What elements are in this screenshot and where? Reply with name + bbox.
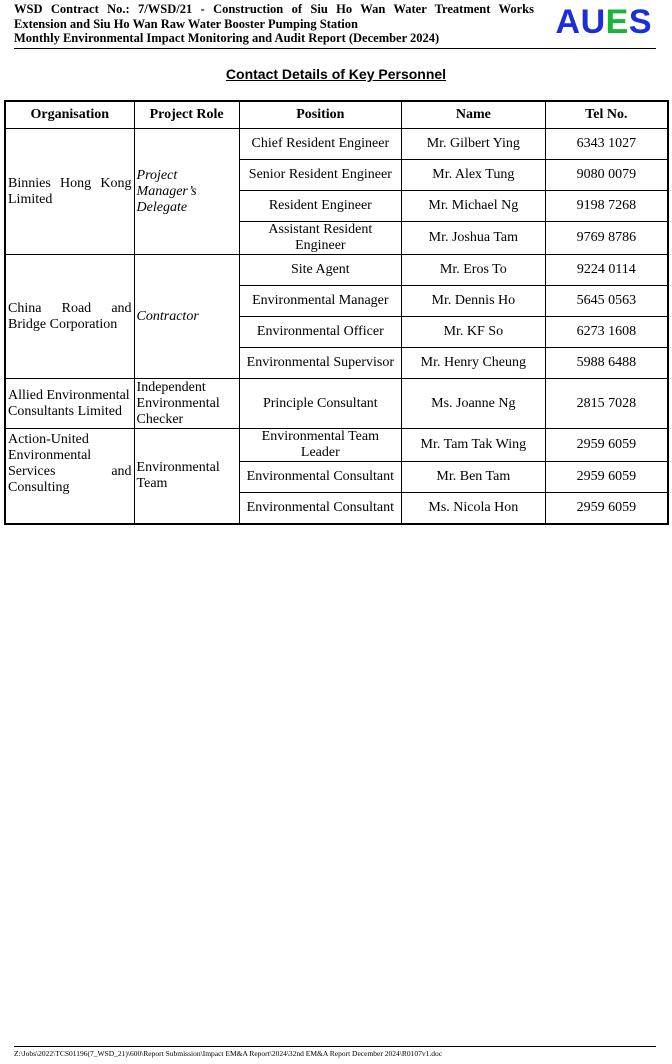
tel-cell: 6343 1027 bbox=[545, 129, 668, 160]
logo-letter-e: E bbox=[605, 3, 629, 41]
tel-cell: 9224 0114 bbox=[545, 255, 668, 286]
name-cell: Mr. Joshua Tam bbox=[402, 222, 546, 255]
name-cell: Mr. Ben Tam bbox=[402, 462, 546, 493]
table-header-row bbox=[5, 101, 668, 129]
name-cell: Mr. KF So bbox=[402, 317, 546, 348]
header-name: Name bbox=[402, 101, 546, 129]
tel-cell: 5988 6488 bbox=[545, 348, 668, 379]
header-position: Position bbox=[239, 101, 401, 129]
footer-file-path: Z:\Jobs\2022\TCS01196(7_WSD_21)\600\Report Submission\Impact EM&A Report\2024\32nd EM&A Report December 2024\R0107v1.doc bbox=[14, 1046, 656, 1058]
header-organisation: Organisation bbox=[5, 101, 134, 129]
tel-cell: 6273 1608 bbox=[545, 317, 668, 348]
position-cell: Environmental Consultant bbox=[239, 462, 401, 493]
aues-logo bbox=[556, 4, 653, 40]
logo-letter-s: S bbox=[628, 3, 652, 41]
logo-letter-u: U bbox=[580, 3, 606, 41]
header-tel: Tel No. bbox=[545, 101, 668, 129]
contact-table bbox=[4, 100, 669, 525]
section-title bbox=[0, 66, 672, 82]
name-cell: Mr. Alex Tung bbox=[402, 160, 546, 191]
position-cell: Resident Engineer bbox=[239, 191, 401, 222]
name-cell: Mr. Henry Cheung bbox=[402, 348, 546, 379]
table-row bbox=[5, 379, 668, 429]
name-cell: Mr. Dennis Ho bbox=[402, 286, 546, 317]
position-cell: Environmental Supervisor bbox=[239, 348, 401, 379]
position-cell: Environmental Team Leader bbox=[239, 429, 401, 462]
header-project-role: Project Role bbox=[134, 101, 239, 129]
position-cell: Environmental Manager bbox=[239, 286, 401, 317]
tel-cell: 2959 6059 bbox=[545, 429, 668, 462]
tel-cell: 9080 0079 bbox=[545, 160, 668, 191]
position-cell: Environmental Consultant bbox=[239, 493, 401, 525]
header-text bbox=[14, 2, 534, 46]
tel-cell: 2959 6059 bbox=[545, 493, 668, 525]
role-cell: Project Manager’s Delegate bbox=[134, 129, 239, 255]
header-line-2: Extension and Siu Ho Wan Raw Water Booster Pumping Station bbox=[14, 16, 358, 31]
header-line-1: WSD Contract No.: 7/WSD/21 - Construction of Siu Ho Wan Water Treatment Works bbox=[14, 2, 534, 16]
tel-cell: 2815 7028 bbox=[545, 379, 668, 429]
name-cell: Mr. Michael Ng bbox=[402, 191, 546, 222]
name-cell: Ms. Nicola Hon bbox=[402, 493, 546, 525]
tel-cell: 2959 6059 bbox=[545, 462, 668, 493]
name-cell: Mr. Gilbert Ying bbox=[402, 129, 546, 160]
organisation-cell: Binnies Hong Kong Limited bbox=[5, 129, 134, 255]
organisation-cell: Action-United Environmental Services and Consulting bbox=[5, 429, 134, 525]
organisation-cell: China Road and Bridge Corporation bbox=[5, 255, 134, 379]
tel-cell: 9198 7268 bbox=[545, 191, 668, 222]
position-cell: Assistant Resident Engineer bbox=[239, 222, 401, 255]
table-row bbox=[5, 429, 668, 462]
name-cell: Mr. Tam Tak Wing bbox=[402, 429, 546, 462]
section-title-text: Contact Details of Key Personnel bbox=[225, 66, 447, 82]
position-cell: Site Agent bbox=[239, 255, 401, 286]
name-cell: Mr. Eros To bbox=[402, 255, 546, 286]
logo-letter-a: A bbox=[555, 3, 581, 41]
table-row bbox=[5, 129, 668, 160]
position-cell: Senior Resident Engineer bbox=[239, 160, 401, 191]
tel-cell: 9769 8786 bbox=[545, 222, 668, 255]
table-row bbox=[5, 255, 668, 286]
position-cell: Environmental Officer bbox=[239, 317, 401, 348]
role-cell: Independent Environmental Checker bbox=[134, 379, 239, 429]
position-cell: Principle Consultant bbox=[239, 379, 401, 429]
page-header bbox=[14, 2, 656, 49]
position-cell: Chief Resident Engineer bbox=[239, 129, 401, 160]
tel-cell: 5645 0563 bbox=[545, 286, 668, 317]
organisation-cell: Allied Environmental Consultants Limited bbox=[5, 379, 134, 429]
role-cell: Environmental Team bbox=[134, 429, 239, 525]
header-line-3: Monthly Environmental Impact Monitoring and Audit Report (December 2024) bbox=[14, 31, 440, 45]
name-cell: Ms. Joanne Ng bbox=[402, 379, 546, 429]
role-cell: Contractor bbox=[134, 255, 239, 379]
